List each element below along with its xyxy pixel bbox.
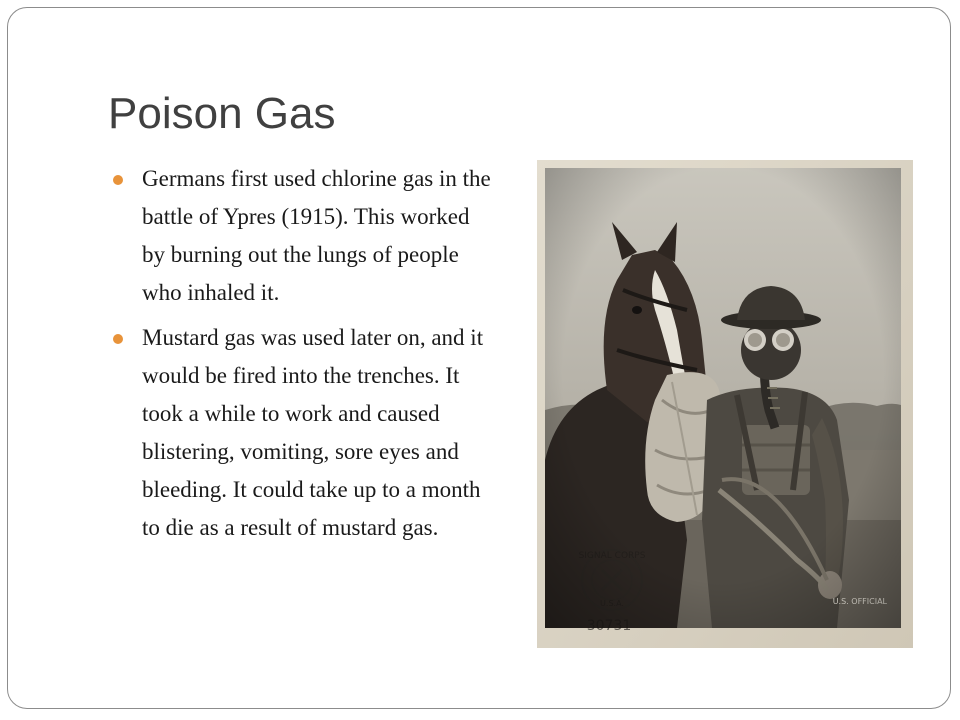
- photo-illustration: [537, 160, 913, 648]
- bullet-list: [112, 160, 492, 554]
- slide-title: Poison Gas: [108, 89, 336, 138]
- bullet-item: [112, 319, 492, 547]
- bullet-dot-icon: [113, 175, 123, 185]
- bullet-item: [112, 160, 492, 312]
- bullet-text: Germans first used chlorine gas in the battle of Ypres (1915). This worked by burning out the lungs of people who inhaled it.: [142, 166, 491, 305]
- slide: [7, 7, 951, 709]
- bullet-dot-icon: [113, 334, 123, 344]
- bullet-text: Mustard gas was used later on, and it would be fired into the trenches. It took a while to work and caused blistering, vomiting, sore eyes and bleeding. It could take up to a month to die as a result of mustard gas.: [142, 325, 484, 540]
- historical-photo: [537, 160, 913, 648]
